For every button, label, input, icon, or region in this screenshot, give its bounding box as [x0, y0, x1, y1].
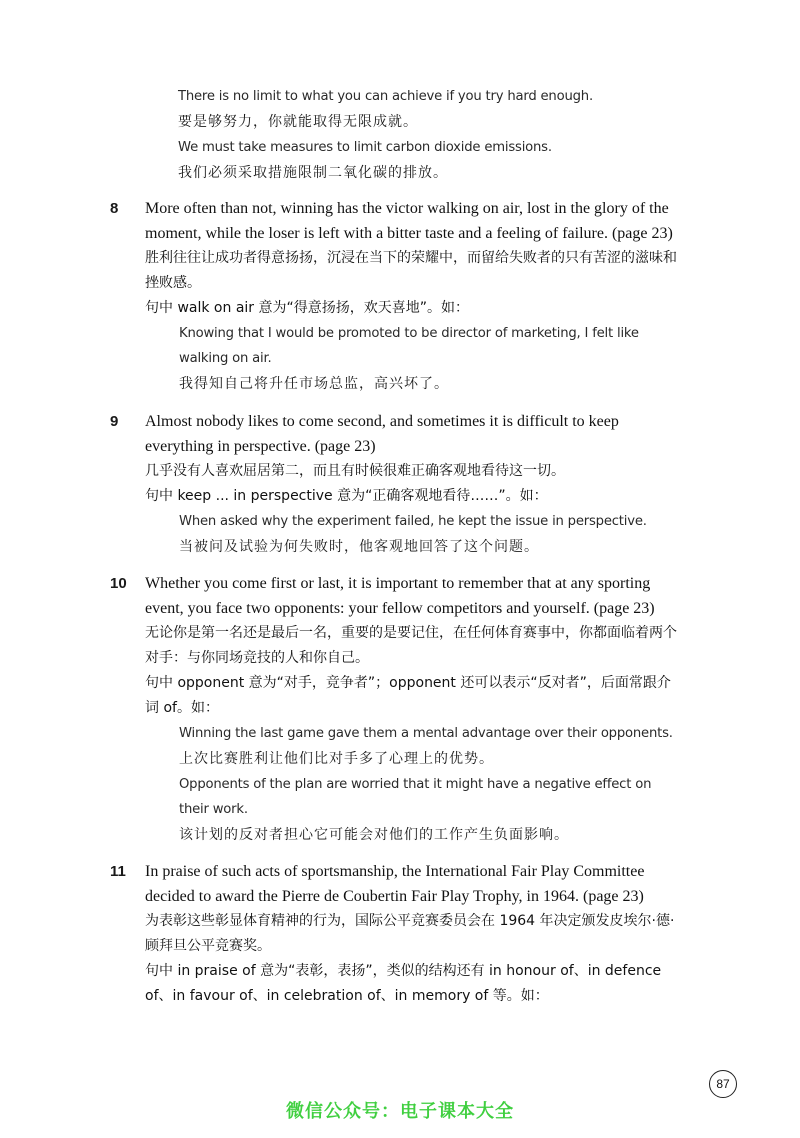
note-number: 10: [110, 575, 127, 592]
example-en: We must take measures to limit carbon dioxide emissions.: [178, 140, 552, 155]
note-number: 11: [110, 863, 126, 880]
example-zh: 该计划的反对者担心它可能会对他们的工作产生负面影响。: [179, 827, 569, 843]
example-en: Winning the last game gave them a mental advantage over their opponents.: [179, 726, 673, 741]
note-explanation: 句中 keep ... in perspective 意为“正确客观地看待……”。如：: [145, 488, 548, 504]
note-explanation: 句中 in praise of 意为“表彰，表扬”，类似的结构还有 in honour of、in defence of、in favour of、in celebration of、in memory of 等。如：: [145, 963, 662, 1004]
note-8: [110, 196, 680, 397]
example-zh: 当被问及试验为何失败时，他客观地回答了这个问题。: [179, 539, 539, 555]
example-en: Knowing that I would be promoted to be director of marketing, I felt like walking on air.: [179, 326, 639, 366]
example-zh: 上次比赛胜利让他们比对手多了心理上的优势。: [179, 751, 494, 767]
note-explanation: 句中 opponent 意为“对手，竞争者”；opponent 还可以表示“反对者”，后面常跟介词 of。如：: [145, 675, 671, 716]
note-examples: [179, 509, 680, 560]
note-sentence-zh: 胜利往往让成功者得意扬扬，沉浸在当下的荣耀中，而留给失败者的只有苦涩的滋味和挫败感。: [145, 250, 677, 291]
note-sentence-zh: 几乎没有人喜欢屈居第二，而且有时候很难正确客观地看待这一切。: [145, 463, 565, 479]
example-zh: 要是够努力，你就能取得无限成就。: [178, 114, 418, 130]
note-number: 8: [110, 200, 119, 217]
example-zh: 我们必须采取措施限制二氧化碳的排放。: [178, 165, 448, 181]
note-sentence-en: Almost nobody likes to come second, and sometimes it is difficult to keep everything in perspective. (page 23): [145, 413, 619, 455]
page-number: 87: [709, 1070, 737, 1098]
note-sentence-zh: 为表彰这些彰显体育精神的行为，国际公平竞赛委员会在 1964 年决定颁发皮埃尔·德·顾拜旦公平竞赛奖。: [145, 913, 675, 954]
note-sentence-en: Whether you come first or last, it is important to remember that at any sporting event, you face two opponents: your fellow competitors and yourself. (page 23): [145, 575, 655, 617]
example-en: Opponents of the plan are worried that it might have a negative effect on their work.: [179, 777, 652, 817]
note-number: 9: [110, 413, 119, 430]
note-sentence-en: In praise of such acts of sportsmanship, the International Fair Play Committee decided to award the Pierre de Coubertin Fair Play Trophy, in 1964. (page 23): [145, 863, 645, 905]
note-explanation: 句中 walk on air 意为“得意扬扬，欢天喜地”。如：: [145, 300, 469, 316]
note-9: [110, 409, 680, 560]
note-11: [110, 859, 680, 1009]
note-10: [110, 571, 680, 848]
note-sentence-zh: 无论你是第一名还是最后一名，重要的是要记住，在任何体育赛事中，你都面临着两个对手：与你同场竞技的人和你自己。: [145, 625, 677, 666]
note-sentence-en: More often than not, winning has the victor walking on air, lost in the glory of the moment, while the loser is left with a bitter taste and a feeling of failure. (page 23): [145, 200, 673, 242]
note-examples: [179, 321, 680, 397]
example-en: There is no limit to what you can achieve if you try hard enough.: [178, 89, 593, 104]
top-examples: [178, 84, 698, 186]
watermark-text: 微信公众号：电子课本大全: [286, 1101, 514, 1122]
example-zh: 我得知自己将升任市场总监，高兴坏了。: [179, 376, 449, 392]
note-examples: [179, 721, 680, 848]
example-en: When asked why the experiment failed, he kept the issue in perspective.: [179, 514, 647, 529]
